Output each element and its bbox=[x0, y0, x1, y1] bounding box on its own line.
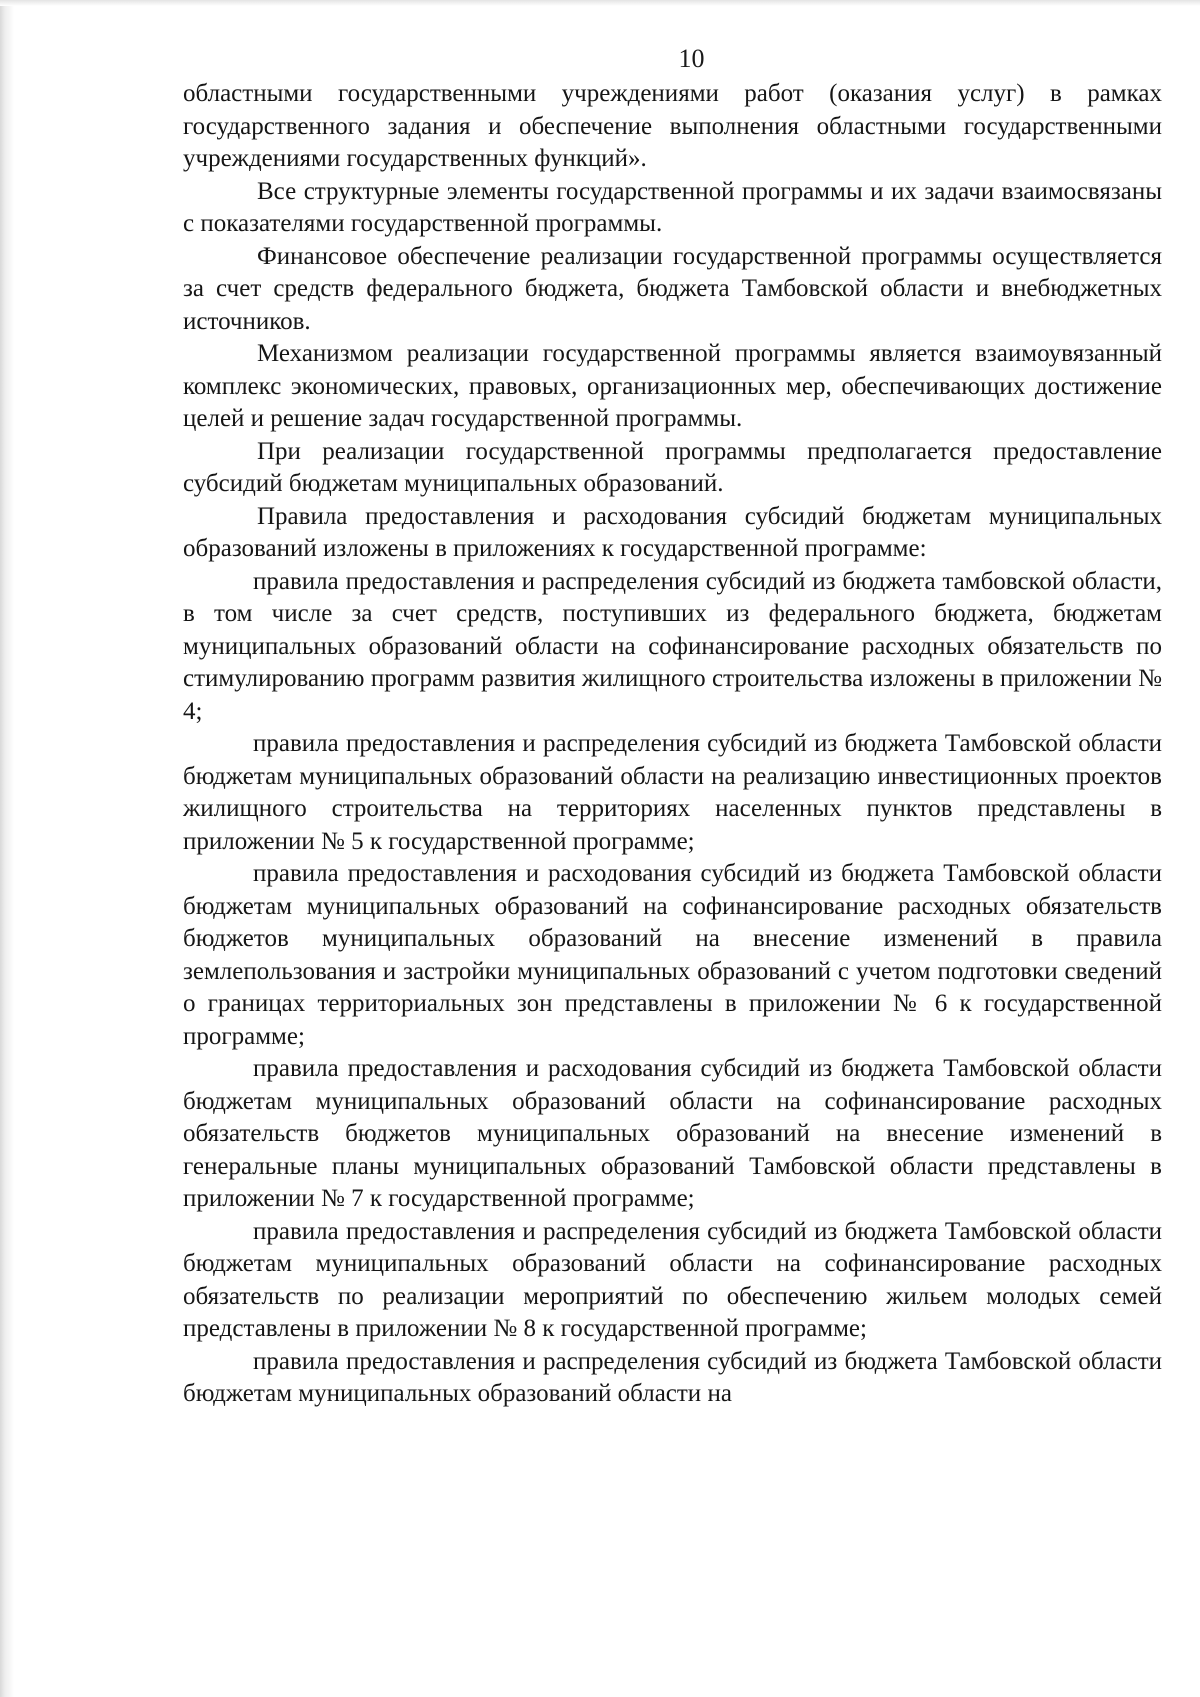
paragraph-mechanism: Механизмом реализации государственной программы является взаимоувязанный комплекс экономических, правовых, организационных мер, обеспечивающих достижение целей и решение задач государственной программы. bbox=[183, 340, 1162, 432]
rules-item-appendix-7: правила предоставления и расходования субсидий из бюджета Тамбовской области бюджетам муниципальных образований области на софинансирование расходных обязательств бюджетов муниципальных образований на внесение изменений в генеральные планы муниципальных образований Тамбовской области представлены в приложении № 7 к государственной программе; bbox=[183, 1055, 1162, 1212]
scan-shadow-top bbox=[0, 0, 1200, 6]
rules-item-continued: правила предоставления и распределения субсидий из бюджета Тамбовской области бюджетам муниципальных образований области на bbox=[183, 1347, 1162, 1407]
paragraph-continuation: областными государственными учреждениями работ (оказания услуг) в рамках государственного задания и обеспечение выполнения областными государственными учреждениями государственных функций». bbox=[183, 80, 1162, 172]
paragraph-subsidies: При реализации государственной программы предполагается предоставление субсидий бюджетам муниципальных образований. bbox=[183, 437, 1162, 497]
rules-item-appendix-6: правила предоставления и расходования субсидий из бюджета Тамбовской области бюджетам муниципальных образований на софинансирование расходных обязательств бюджетов муниципальных образований на внесение изменений в правила землепользования и застройки муниципальных образований с учетом подготовки сведений о границах территориальных зон представлены в приложении № 6 к государственной программе; bbox=[183, 860, 1162, 1050]
paragraph-structural-elements: Все структурные элементы государственной программы и их задачи взаимосвязаны с показателями государственной программы. bbox=[183, 177, 1162, 237]
rules-item-appendix-5: правила предоставления и распределения субсидий из бюджета Тамбовской области бюджетам муниципальных образований области на реализацию инвестиционных проектов жилищного строительства на территориях населенных пунктов представлены в приложении № 5 к государственной программе; bbox=[183, 730, 1162, 855]
rules-item-appendix-8: правила предоставления и распределения субсидий из бюджета Тамбовской области бюджетам муниципальных образований области на софинансирование расходных обязательств по реализации мероприятий по обеспечению жильем молодых семей представлены в приложении № 8 к государственной программе; bbox=[183, 1217, 1162, 1342]
page-number: 10 bbox=[678, 44, 705, 73]
document-body bbox=[183, 78, 1162, 1411]
paragraph-financing: Финансовое обеспечение реализации государственной программы осуществляется за счет средств федерального бюджета, бюджета Тамбовской области и внебюджетных источников. bbox=[183, 242, 1162, 335]
rules-item-appendix-4: правила предоставления и распределения субсидий из бюджета тамбовской области, в том числе за счет средств, поступивших из федерального бюджета, бюджетам муниципальных образований области на софинансирование расходных обязательств по стимулированию программ развития жилищного строительства изложены в приложении № 4; bbox=[183, 567, 1162, 725]
paragraph-rules-intro: Правила предоставления и расходования субсидий бюджетам муниципальных образований изложены в приложениях к государственной программе: bbox=[183, 502, 1162, 562]
scan-shadow-edge bbox=[0, 0, 14, 1697]
